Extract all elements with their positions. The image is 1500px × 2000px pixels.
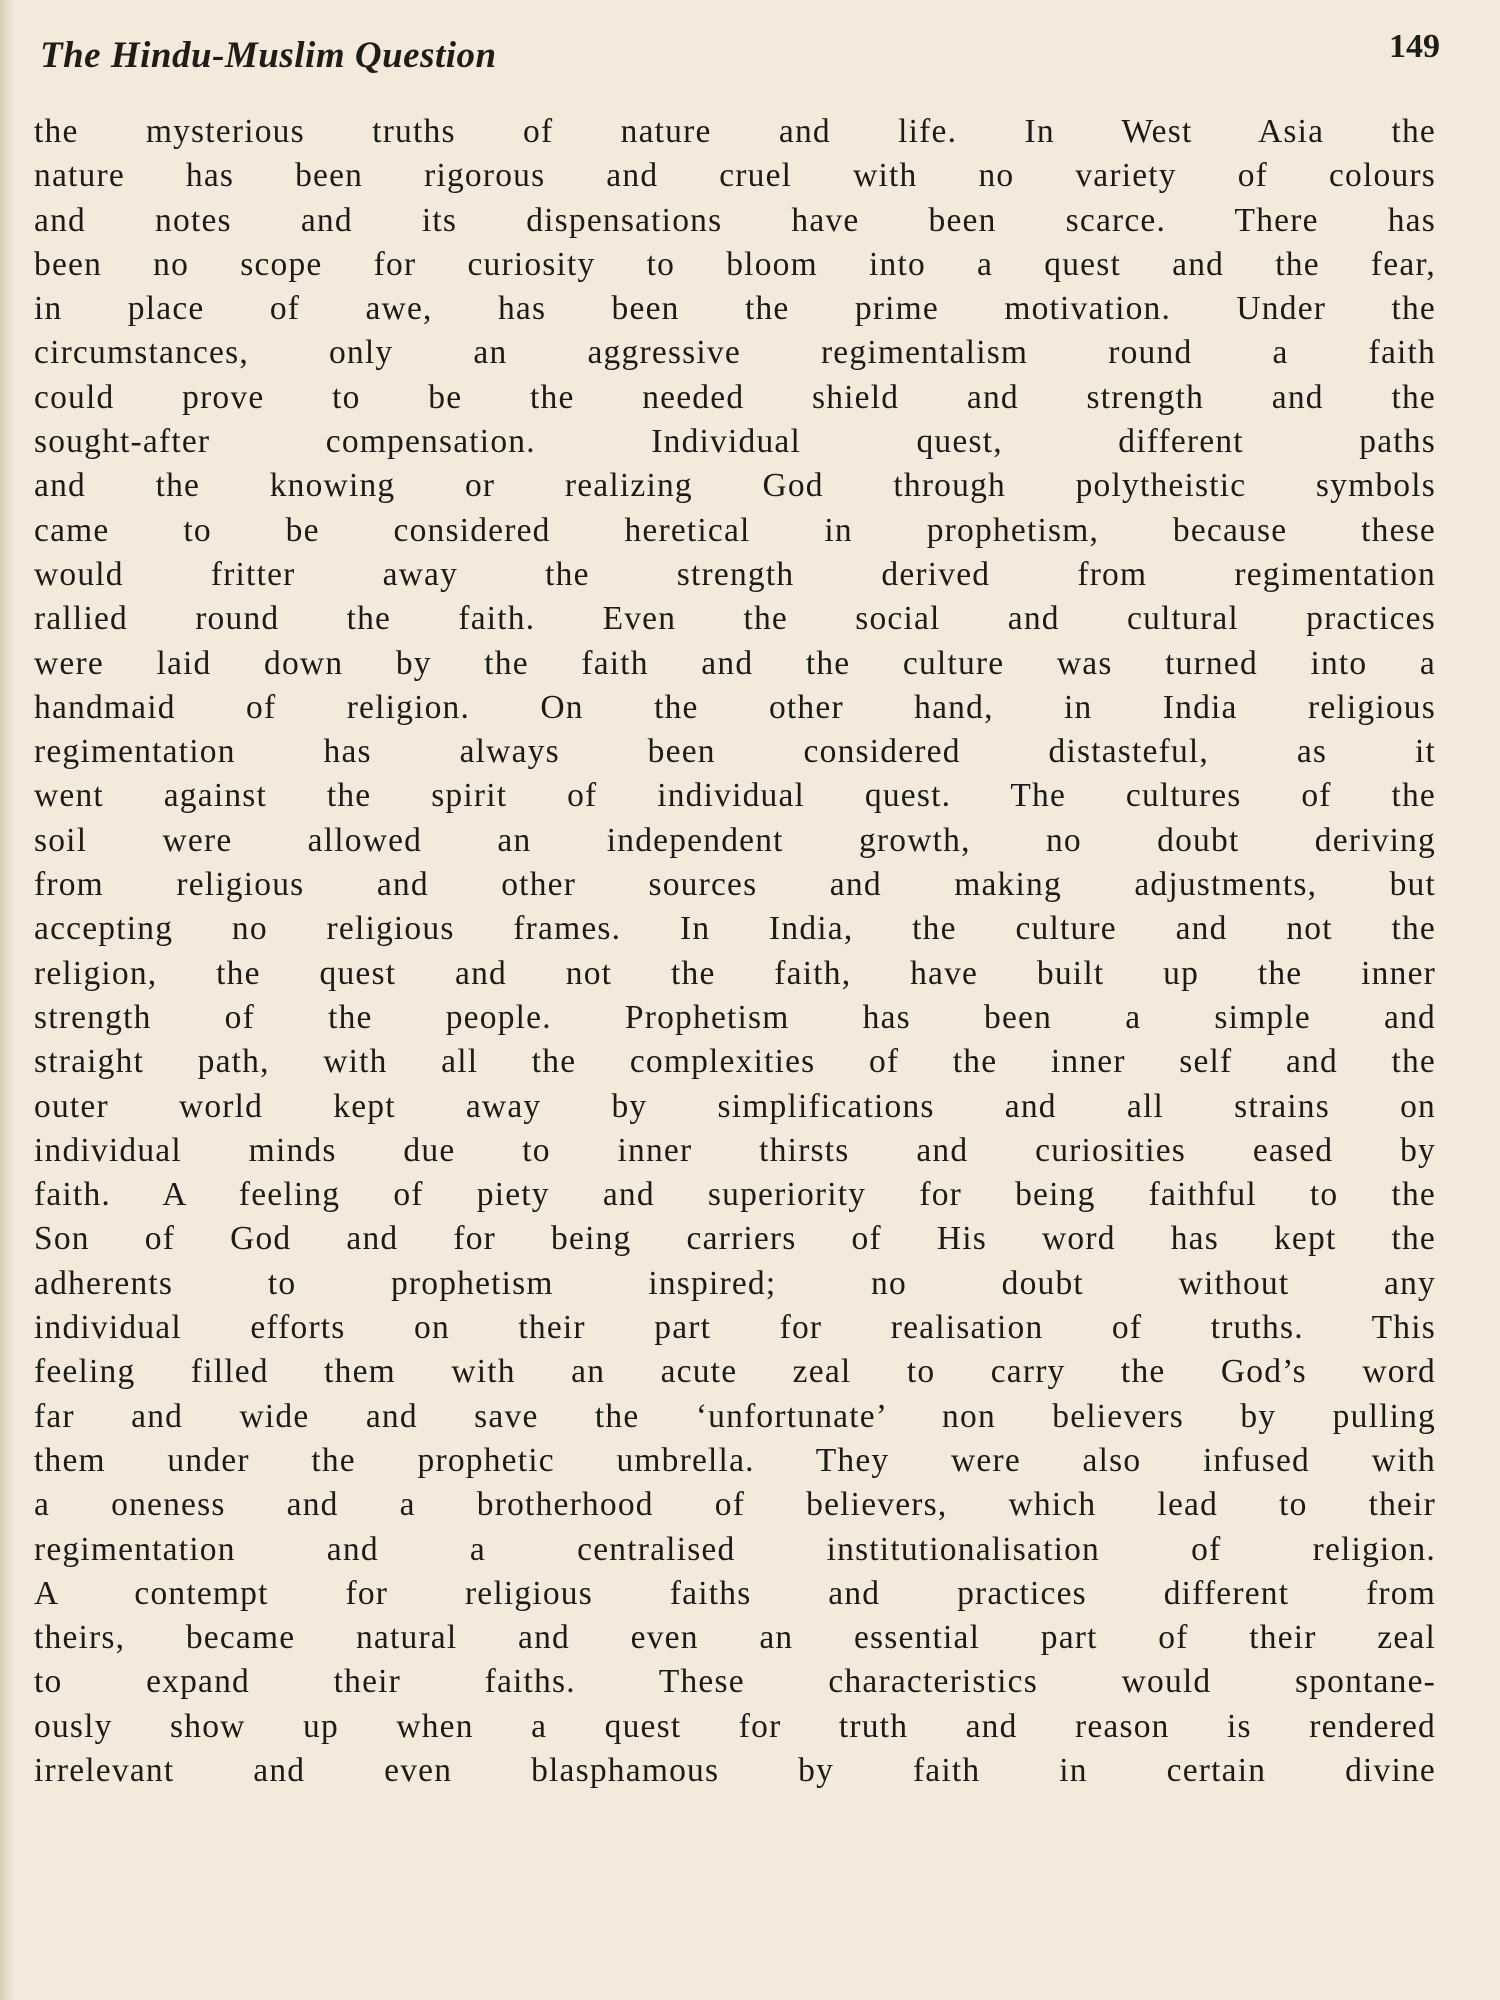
text-line: went against the spirit of individual quest. The cultures of the	[34, 777, 1436, 815]
page-number: 149	[1389, 28, 1440, 65]
text-line: were laid down by the faith and the culture was turned into a	[34, 644, 1436, 682]
text-line: came to be considered heretical in prophetism, because these	[34, 511, 1436, 549]
page-edge	[0, 0, 14, 2000]
text-line: soil were allowed an independent growth, no doubt deriving	[34, 821, 1436, 859]
text-line: would fritter away the strength derived from regimentation	[34, 555, 1436, 593]
text-line: straight path, with all the complexities of the inner self and the	[34, 1043, 1436, 1081]
text-line: strength of the people. Prophetism has been a simple and	[34, 998, 1436, 1036]
text-line: regimentation has always been considered distasteful, as it	[34, 733, 1436, 771]
text-line: adherents to prophetism inspired; no doubt without any	[34, 1264, 1436, 1302]
text-line: to expand their faiths. These characteristics would spontane-	[34, 1663, 1436, 1701]
running-title: The Hindu-Muslim Question	[40, 35, 497, 76]
body-text	[34, 110, 1436, 1793]
text-line: regimentation and a centralised institutionalisation of religion.	[34, 1530, 1436, 1568]
text-line: handmaid of religion. On the other hand, in India religious	[34, 688, 1436, 726]
text-line: ously show up when a quest for truth and reason is rendered	[34, 1707, 1436, 1745]
text-line: a oneness and a brotherhood of believers, which lead to their	[34, 1486, 1436, 1524]
text-line: nature has been rigorous and cruel with no variety of colours	[34, 157, 1436, 195]
text-line: religion, the quest and not the faith, have built up the inner	[34, 954, 1436, 992]
text-line: A contempt for religious faiths and practices different from	[34, 1574, 1436, 1612]
text-line: far and wide and save the ‘unfortunate’ non believers by pulling	[34, 1397, 1436, 1435]
text-line: individual minds due to inner thirsts and curiosities eased by	[34, 1131, 1436, 1169]
text-line: the mysterious truths of nature and life. In West Asia the	[34, 113, 1436, 150]
text-line: circumstances, only an aggressive regimentalism round a faith	[34, 334, 1436, 372]
text-line: and notes and its dispensations have been scarce. There has	[34, 201, 1436, 239]
text-line: irrelevant and even blasphamous by faith in certain divine	[34, 1751, 1436, 1789]
text-line: could prove to be the needed shield and strength and the	[34, 378, 1436, 416]
text-line: Son of God and for being carriers of His word has kept the	[34, 1220, 1436, 1258]
text-line: from religious and other sources and making adjustments, but	[34, 866, 1436, 904]
text-line: outer world kept away by simplifications and all strains on	[34, 1087, 1436, 1125]
page-header	[40, 26, 1440, 86]
text-line: accepting no religious frames. In India, the culture and not the	[34, 910, 1436, 948]
text-line: and the knowing or realizing God through polytheistic symbols	[34, 467, 1436, 505]
text-line: rallied round the faith. Even the social and cultural practices	[34, 600, 1436, 638]
text-line: them under the prophetic umbrella. They were also infused with	[34, 1441, 1436, 1479]
text-line: been no scope for curiosity to bloom into a quest and the fear,	[34, 245, 1436, 283]
text-line: in place of awe, has been the prime motivation. Under the	[34, 290, 1436, 328]
text-line: feeling filled them with an acute zeal to carry the God’s word	[34, 1353, 1436, 1391]
text-line: faith. A feeling of piety and superiority for being faithful to the	[34, 1176, 1436, 1214]
text-line: individual efforts on their part for realisation of truths. This	[34, 1309, 1436, 1347]
text-line: theirs, became natural and even an essential part of their zeal	[34, 1619, 1436, 1657]
text-line: sought-after compensation. Individual quest, different paths	[34, 423, 1436, 461]
